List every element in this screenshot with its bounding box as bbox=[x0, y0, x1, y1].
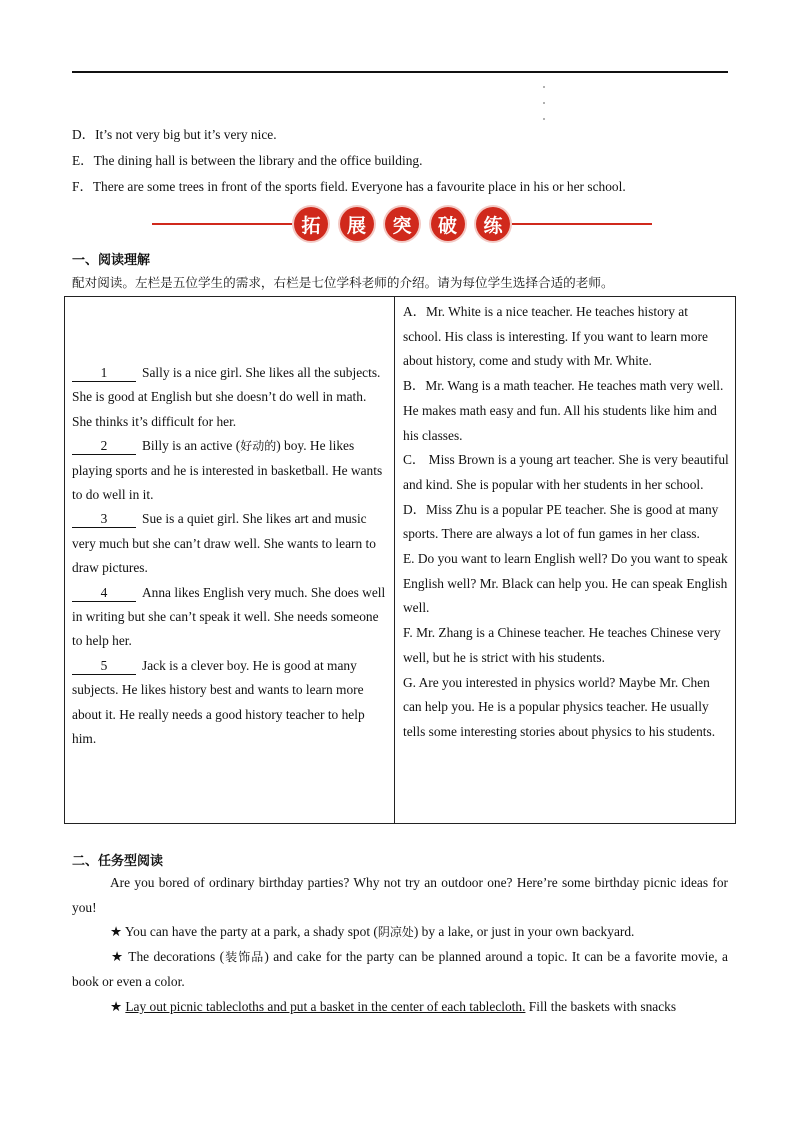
answer-blank[interactable]: 5 bbox=[72, 658, 136, 675]
student-text: Sue is a quiet girl. She likes art and music very much but she can’t draw well. She wants to learn to draw pictures. bbox=[72, 511, 376, 576]
teacher-item: B．Mr. Wang is a math teacher. He teaches math very well. He makes math easy and fun. All his students like him and his classes. bbox=[403, 378, 724, 443]
student-text: Anna likes English very much. She does well in writing but she can’t speak it well. She needs someone to help her. bbox=[72, 584, 386, 649]
banner-line-left bbox=[152, 223, 292, 225]
option-letter: D． bbox=[72, 127, 96, 142]
student-item bbox=[72, 654, 388, 752]
student-text: Sally is a nice girl. She likes all the subjects. She is good at English but she doesn’t do well in math. She thinks it’s difficult for her. bbox=[72, 365, 381, 429]
teacher-item: D．Miss Zhu is a popular PE teacher. She is good at many sports. There are always a lot of fun games in her class. bbox=[403, 501, 719, 542]
section-banner bbox=[152, 204, 652, 244]
answer-blank[interactable]: 2 bbox=[72, 438, 136, 455]
matching-table bbox=[64, 296, 736, 824]
teacher-item: G. Are you interested in physics world? Maybe Mr. Chen can help you. He is a popular physics teacher. He usually tells some interesting stories about physics to his students. bbox=[403, 674, 716, 739]
option-e bbox=[72, 150, 422, 169]
student-item bbox=[72, 434, 388, 507]
banner-char: 拓 bbox=[294, 207, 328, 241]
banner-char: 破 bbox=[431, 207, 465, 241]
students-column bbox=[72, 361, 388, 752]
student-item bbox=[72, 581, 388, 654]
option-text: There are some trees in front of the sports field. Everyone has a favourite place in his or her school. bbox=[92, 179, 626, 194]
option-letter: F． bbox=[72, 179, 93, 194]
option-d bbox=[72, 124, 277, 143]
margin-dot bbox=[543, 86, 545, 88]
student-item bbox=[72, 361, 388, 434]
option-text: The dining hall is between the library and the office building. bbox=[93, 153, 423, 168]
student-text: Jack is a clever boy. He is good at many subjects. He likes history best and wants to learn more about it. He really needs a good history teacher to help him. bbox=[72, 657, 365, 747]
gloss-text: 阴凉处 bbox=[377, 925, 414, 939]
banner-char: 练 bbox=[476, 207, 510, 241]
student-item bbox=[72, 507, 388, 580]
intro-text: Are you bored of ordinary birthday parties? Why not try an outdoor one? Here’re some birthday picnic ideas for you! bbox=[72, 875, 728, 915]
bullet-text: ★ The decorations ( bbox=[110, 949, 225, 964]
teacher-item: F. Mr. Zhang is a Chinese teacher. He teaches Chinese very well, but he is strict with his students. bbox=[403, 625, 721, 665]
banner-char: 展 bbox=[340, 207, 374, 241]
intro-paragraph bbox=[72, 871, 728, 920]
banner-line-right bbox=[512, 223, 652, 225]
table-divider bbox=[394, 297, 395, 823]
student-text: Billy is an active ( bbox=[142, 438, 241, 454]
bullet-1 bbox=[72, 920, 728, 945]
bullet-3 bbox=[72, 995, 728, 1020]
section-1-title: 一、阅读理解 bbox=[72, 253, 151, 268]
bullet-2 bbox=[72, 945, 728, 994]
teacher-item: E. Do you want to learn English well? Do you want to speak English well? Mr. Black can help you. He can speak English well. bbox=[403, 551, 728, 616]
underlined-sentence: Lay out picnic tablecloths and put a basket in the center of each tablecloth. bbox=[125, 999, 526, 1014]
option-letter: E． bbox=[72, 153, 94, 168]
margin-dot bbox=[543, 118, 545, 120]
margin-dot bbox=[543, 102, 545, 104]
option-f bbox=[72, 176, 626, 195]
bullet-star: ★ bbox=[110, 999, 126, 1014]
teachers-column bbox=[403, 300, 729, 745]
answer-blank[interactable]: 3 bbox=[72, 511, 136, 528]
section-1-instruction: 配对阅读。左栏是五位学生的需求，右栏是七位学科老师的介绍。请为每位学生选择合适的老师。 bbox=[72, 275, 614, 290]
bullet-text: ) and cake for the party can be planned around a topic. It can be a favorite movie, a book or even a color. bbox=[72, 949, 728, 989]
header-rule bbox=[72, 71, 728, 73]
teacher-item: C． Miss Brown is a young art teacher. She is very beautiful and kind. She is popular with her students in her school. bbox=[403, 452, 729, 492]
bullet-text: ★ You can have the party at a park, a shady spot ( bbox=[110, 924, 378, 939]
gloss-text: 好动的 bbox=[240, 439, 277, 454]
student-text: ) boy. He likes playing sports and he is interested in basketball. He wants to do well in it. bbox=[72, 438, 383, 503]
teacher-item: A．Mr. White is a nice teacher. He teaches history at school. His class is interesting. If you want to learn more about history, come and study with Mr. White. bbox=[403, 304, 708, 369]
answer-blank[interactable]: 4 bbox=[72, 585, 136, 602]
banner-char: 突 bbox=[385, 207, 419, 241]
answer-blank[interactable]: 1 bbox=[72, 365, 136, 382]
section-2-title: 二、任务型阅读 bbox=[72, 854, 164, 869]
option-text: It’s not very big but it’s very nice. bbox=[95, 127, 277, 142]
gloss-text: 装饰品 bbox=[224, 950, 265, 964]
bullet-text: ) by a lake, or just in your own backyard. bbox=[413, 924, 635, 939]
bullet-text: Fill the baskets with snacks bbox=[525, 999, 677, 1014]
